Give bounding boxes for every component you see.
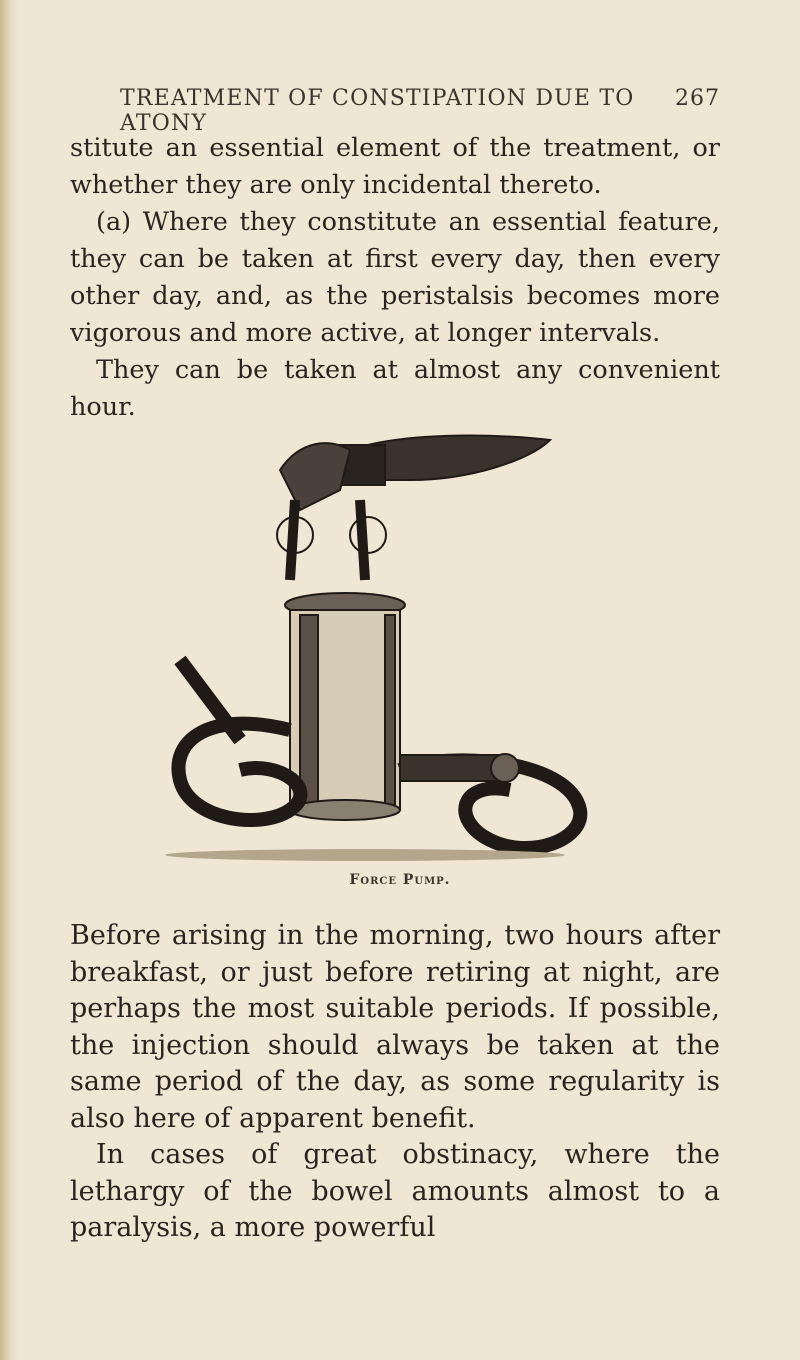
paragraph: They can be taken at almost any convenient hour. — [70, 355, 720, 422]
page-number: 267 — [675, 86, 720, 111]
figure-caption: Force Pump. — [349, 872, 451, 888]
paragraph: Before arising in the morning, two hours after breakfast, or just before retiring at night, are perhaps the most suitable periods. If possible, the injection should always be taken at the same period of the day, as some regularity is also here of apparent benefit. — [70, 920, 720, 1134]
paragraph: In cases of great obstinacy, where the lethargy of the bowel amounts almost to a paralysis, a more powerful — [70, 1139, 720, 1243]
paragraph: stitute an essential element of the treatment, or whether they are only incidental thereto. — [70, 133, 720, 200]
running-title: TREATMENT OF CONSTIPATION DUE TO ATONY — [120, 86, 635, 136]
force-pump-illustration — [130, 410, 600, 870]
page-edge — [0, 0, 18, 1360]
running-header — [120, 86, 720, 136]
paragraph: (a) Where they constitute an essential feature, they can be taken at first every day, then every other day, and, as the peristalsis becomes more vigorous and more active, at longer intervals. — [70, 207, 720, 348]
text-block-bottom — [70, 918, 720, 1247]
text-block-top — [70, 130, 720, 426]
